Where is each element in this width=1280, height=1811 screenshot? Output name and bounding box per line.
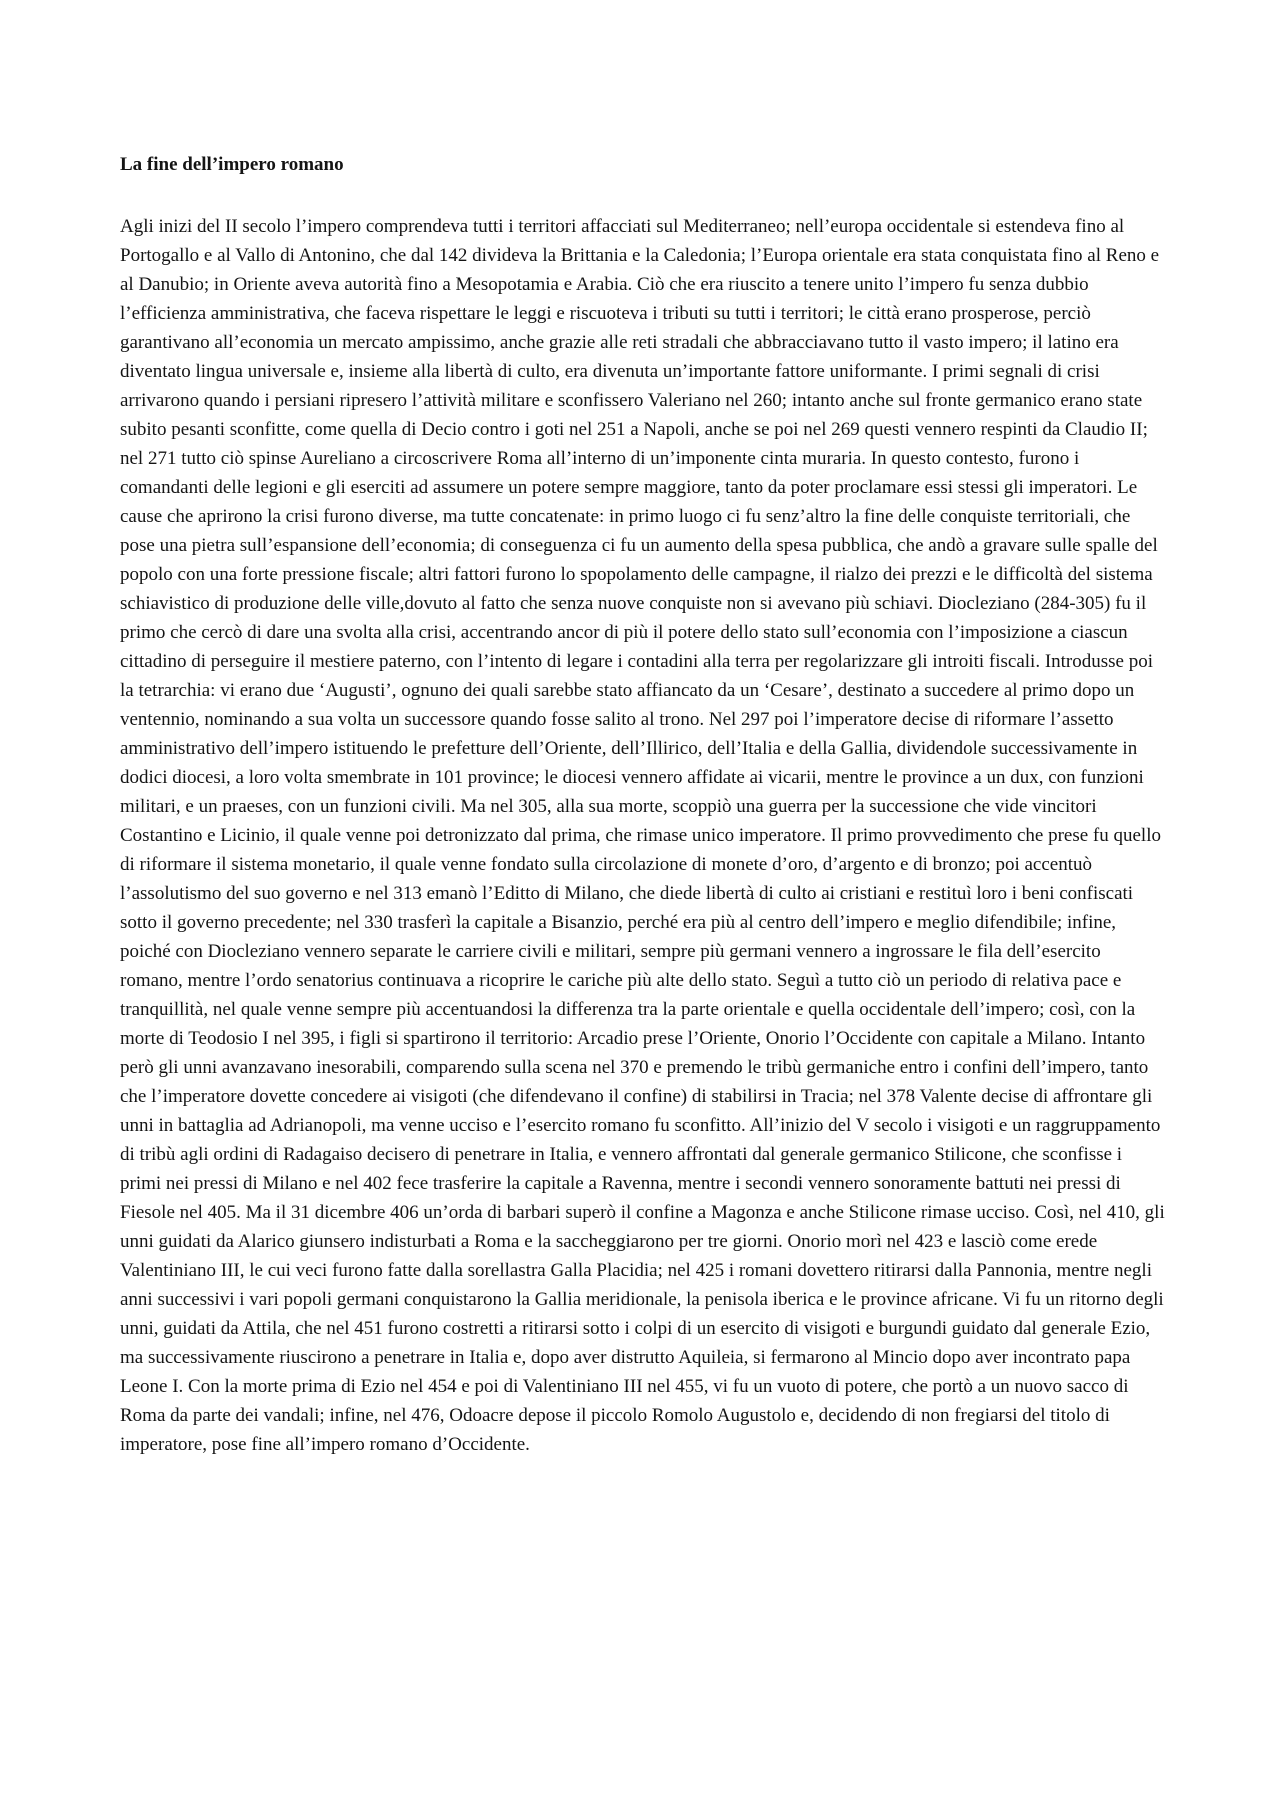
document-title: La fine dell’impero romano <box>120 154 344 175</box>
document-body: Agli inizi del II secolo l’impero comprendeva tutti i territori affacciati sul Mediterraneo; nell’europa occidentale si estendeva fino al Portogallo e al Vallo di Antonino, che dal 142 divideva la Brittania e la Caledonia; l’Europa orientale era stata conquistata fino al Reno e al Danubio; in Oriente aveva autorità fino a Mesopotamia e Arabia. Ciò che era riuscito a tenere unito l’impero fu senza dubbio l’efficienza amministrativa, che faceva rispettare le leggi e riscuoteva i tributi su tutti i territori; le città erano prosperose, perciò garantivano all’economia un mercato ampissimo, anche grazie alle reti stradali che abbracciavano tutto il vasto impero; il latino era diventato lingua universale e, insieme alla libertà di culto, era divenuta un’importante fattore uniformante. I primi segnali di crisi arrivarono quando i persiani ripresero l’attività militare e sconfissero Valeriano nel 260; intanto anche sul fronte germanico erano state subito pesanti sconfitte, come quella di Decio contro i goti nel 251 a Napoli, anche se poi nel 269 questi vennero respinti da Claudio II; nel 271 tutto ciò spinse Aureliano a circoscrivere Roma all’interno di un’imponente cinta muraria. In questo contesto, furono i comandanti delle legioni e gli eserciti ad assumere un potere sempre maggiore, tanto da poter proclamare essi stessi gli imperatori. Le cause che aprirono la crisi furono diverse, ma tutte concatenate: in primo luogo ci fu senz’altro la fine delle conquiste territoriali, che pose una pietra sull’espansione dell’economia; di conseguenza ci fu un aumento della spesa pubblica, che andò a gravare sulle spalle del popolo con una forte pressione fiscale; altri fattori furono lo spopolamento delle campagne, il rialzo dei prezzi e le difficoltà del sistema schiavistico di produzione delle ville,dovuto al fatto che senza nuove conquiste non si avevano più schiavi. Diocleziano (284-305) fu il primo che cercò di dare una svolta alla crisi, accentrando ancor di più il potere dello stato sull’economia con l’imposizione a ciascun cittadino di perseguire il mestiere paterno, con l’intento di legare i contadini alla terra per regolarizzare gli introiti fiscali. Introdusse poi la tetrarchia: vi erano due ‘Augusti’, ognuno dei quali sarebbe stato affiancato da un ‘Cesare’, destinato a succedere al primo dopo un ventennio, nominando a sua volta un successore quando fosse salito al trono. Nel 297 poi l’imperatore decise di riformare l’assetto amministrativo dell’impero istituendo le prefetture dell’Oriente, dell’Illirico, dell’Italia e della Gallia, dividendole successivamente in dodici diocesi, a loro volta smembrate in 101 province; le diocesi vennero affidate ai vicarii, mentre le province a un dux, con funzioni militari, e un praeses, con un funzioni civili. Ma nel 305, alla sua morte, scoppiò una guerra per la successione che vide vincitori Costantino e Licinio, il quale venne poi detronizzato dal prima, che rimase unico imperatore. Il primo provvedimento che prese fu quello di riformare il sistema monetario, il quale venne fondato sulla circolazione di monete d’oro, d’argento e di bronzo; poi accentuò l’assolutismo del suo governo e nel 313 emanò l’Editto di Milano, che diede libertà di culto ai cristiani e restituì loro i beni confiscati sotto il governo precedente; nel 330 trasferì la capitale a Bisanzio, perché era più al centro dell’impero e meglio difendibile; infine, poiché con Diocleziano vennero separate le carriere civili e militari, sempre più germani vennero a ingrossare le fila dell’esercito romano, mentre l’ordo senatorius continuava a ricoprire le cariche più alte dello stato. Seguì a tutto ciò un periodo di relativa pace e tranquillità, nel quale venne sempre più accentuandosi la differenza tra la parte orientale e quella occidentale dell’impero; così, con la morte di Teodosio I nel 395, i figli si spartirono il territorio: Arcadio prese l’Oriente, Onorio l’Occidente con capitale a Milano. Intanto però gli unni avanzavano inesorabili, comparendo sulla scena nel 370 e premendo le tribù germaniche entro i confini dell’impero, tanto che l’imperatore dovette concedere ai visigoti (che difendevano il confine) di stabilirsi in Tracia; nel 378 Valente decise di affrontare gli unni in battaglia ad Adrianopoli, ma venne ucciso e l’esercito romano fu sconfitto. All’inizio del V secolo i visigoti e un raggruppamento di tribù agli ordini di Radagaiso decisero di penetrare in Italia, e vennero affrontati dal generale germanico Stilicone, che sconfisse i primi nei pressi di Milano e nel 402 fece trasferire la capitale a Ravenna, mentre i secondi vennero sonoramente battuti nei pressi di Fiesole nel 405. Ma il 31 dicembre 406 un’orda di barbari superò il confine a Magonza e anche Stilicone rimase ucciso. Così, nel 410, gli unni guidati da Alarico giunsero indisturbati a Roma e la saccheggiarono per tre giorni. Onorio morì nel 423 e lasciò come erede Valentiniano III, le cui veci furono fatte dalla sorellastra Galla Placidia; nel 425 i romani dovettero ritirarsi dalla Pannonia, mentre negli anni successivi i vari popoli germani conquistarono la Gallia meridionale, la penisola iberica e le province africane. Vi fu un ritorno degli unni, guidati da Attila, che nel 451 furono costretti a ritirarsi sotto i colpi di un esercito di visigoti e burgundi guidato dal generale Ezio, ma successivamente riuscirono a penetrare in Italia e, dopo aver distrutto Aquileia, si fermarono al Mincio dopo aver incontrato papa Leone I. Con la morte prima di Ezio nel 454 e poi di Valentiniano III nel 455, vi fu un vuoto di potere, che portò a un nuovo sacco di Roma da parte dei vandali; infine, nel 476, Odoacre depose il piccolo Romolo Augustolo e, decidendo di non fregiarsi del titolo di imperatore, pose fine all’impero romano d’Occidente. <box>120 216 1165 1455</box>
document-page <box>120 150 1165 1459</box>
